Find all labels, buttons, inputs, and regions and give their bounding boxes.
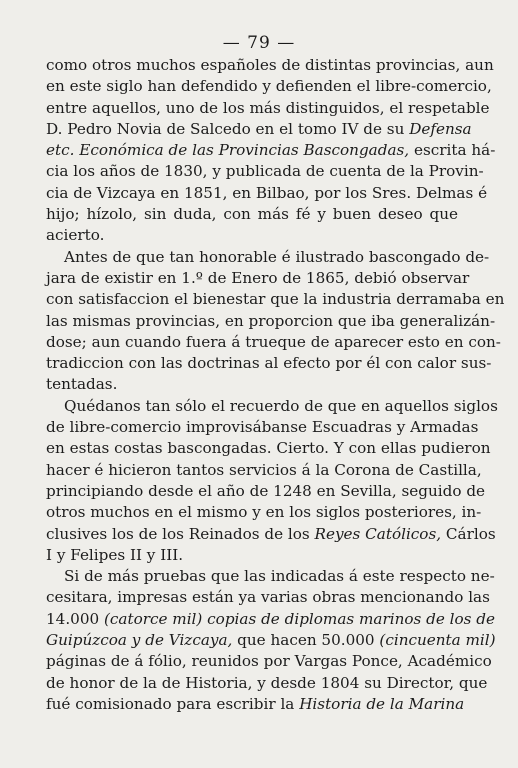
text-line xyxy=(46,140,496,161)
text-line xyxy=(46,98,490,119)
text-run: cia los años de 1830, y publicada de cuenta de la Provin- xyxy=(46,162,484,181)
italic-run: Defensa xyxy=(409,119,472,138)
italic-run: Historia de la Marina xyxy=(299,694,465,713)
text-line xyxy=(46,609,495,630)
text-run: hacer é hicieron tantos servicios á la Corona de Castilla, xyxy=(46,460,482,479)
text-line xyxy=(46,119,472,140)
text-line xyxy=(46,524,496,545)
text-line xyxy=(46,481,486,502)
text-run: jara de existir en 1.º de Enero de 1865, debió observar xyxy=(46,268,470,287)
text-run: dose; aun cuando fuera á trueque de aparecer esto en con- xyxy=(46,332,501,351)
text-run: páginas de á fólio, reunidos por Vargas Ponce, Académico xyxy=(46,652,492,671)
text-run: que hacen 50.000 xyxy=(232,631,380,650)
text-run: Quédanos tan sólo el recuerdo de que en aquellos siglos xyxy=(64,396,498,415)
text-run: Antes de que tan honorable é ilustrado bascongado de- xyxy=(64,247,490,266)
text-run: en este siglo han defendido y defienden el libre-comercio, xyxy=(46,77,492,96)
text-line xyxy=(46,545,458,566)
text-run: clusives los de los Reinados de los xyxy=(46,524,315,543)
text-line xyxy=(46,268,470,289)
text-run: I y Felipes II y III. xyxy=(46,545,184,564)
body-text xyxy=(46,55,505,715)
italic-run: Guipúzcoa y de Vizcaya, xyxy=(46,631,233,650)
italic-run: (catorce mil) copias de diplomas marinos de los de xyxy=(103,609,495,628)
text-run: cia de Vizcaya en 1851, en Bilbao, por los Sres. Delmas é xyxy=(46,183,488,202)
page-number: — 79 — xyxy=(222,33,296,53)
italic-run: Reyes Católicos, xyxy=(314,524,442,543)
text-run: principiando desde el año de 1248 en Sevilla, seguido de xyxy=(46,481,486,500)
text-run: de libre-comercio improvisábanse Escuadras y Armadas xyxy=(46,418,479,437)
text-line xyxy=(46,225,458,246)
text-line xyxy=(46,311,496,332)
text-run: en estas costas bascongadas. Cierto. Y con ellas pudieron xyxy=(46,439,491,458)
text-run: cesitara, impresas están ya varias obras mencionando las xyxy=(46,588,490,607)
text-line xyxy=(46,566,495,587)
italic-run: etc. Económica de las Provincias Bascongadas, xyxy=(46,141,410,160)
text-line xyxy=(46,460,482,481)
text-line xyxy=(46,694,465,715)
text-run: acierto. xyxy=(46,226,105,245)
text-line xyxy=(46,183,488,204)
text-line xyxy=(46,396,498,417)
text-line xyxy=(46,651,492,672)
text-run: D. Pedro Novia de Salcedo en el tomo IV de su xyxy=(46,119,410,138)
text-line xyxy=(46,55,494,76)
text-line xyxy=(46,630,496,651)
text-run: 14.000 xyxy=(46,609,104,628)
text-line xyxy=(46,587,490,608)
text-run: tentadas. xyxy=(46,375,118,394)
italic-run: (cincuenta mil) xyxy=(379,631,496,650)
text-line xyxy=(46,374,458,395)
text-run: como otros muchos españoles de distintas provincias, aun xyxy=(46,56,494,74)
text-line xyxy=(46,438,491,459)
text-run: fué comisionado para escribir la xyxy=(46,694,300,713)
text-run: Si de más pruebas que las indicadas á este respecto ne- xyxy=(64,567,495,586)
text-line xyxy=(46,502,482,523)
text-line xyxy=(46,332,501,353)
text-run: Cárlos xyxy=(441,524,496,543)
text-line xyxy=(46,204,458,225)
text-run: hijo; hízolo, sin duda, con más fé y buen deseo que xyxy=(46,205,458,224)
text-run: entre aquellos, uno de los más distinguidos, el respetable xyxy=(46,98,490,117)
text-line xyxy=(46,161,484,182)
text-run: escrita há- xyxy=(409,141,496,160)
text-line xyxy=(46,76,492,97)
text-run: las mismas provincias, en proporcion que iba generalizán- xyxy=(46,311,496,330)
text-line xyxy=(46,247,490,268)
text-run: con satisfaccion el bienestar que la industria derramaba en xyxy=(46,290,505,309)
text-line xyxy=(46,289,505,310)
text-line xyxy=(46,417,479,438)
text-line xyxy=(46,353,492,374)
text-line xyxy=(46,673,488,694)
text-run: otros muchos en el mismo y en los siglos posteriores, in- xyxy=(46,503,482,522)
text-run: tradiccion con las doctrinas al efecto por él con calor sus- xyxy=(46,354,492,373)
text-run: de honor de la de Historia, y desde 1804 su Director, que xyxy=(46,673,488,692)
